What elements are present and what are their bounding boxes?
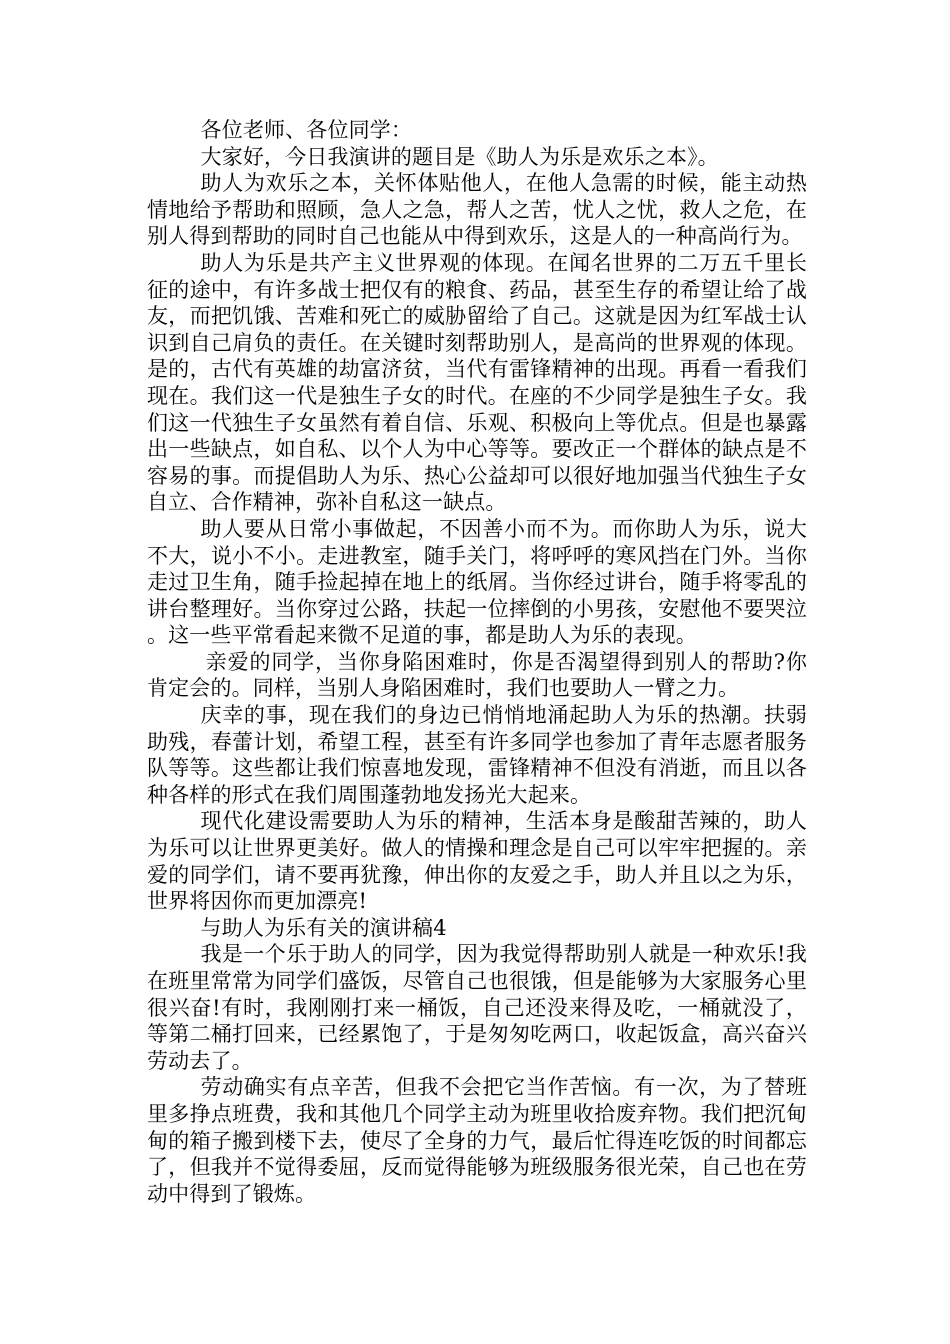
body-paragraph: 庆幸的事，现在我们的身边已悄悄地涌起助人为乐的热潮。扶弱助残，春蕾计划，希望工程，甚至有许多同学也参加了青年志愿者服务队等等。这些都让我们惊喜地发现，雷锋精神不但没有消逝，而且以各种各样的形式在我们周围蓬勃地发扬光大起来。 bbox=[147, 703, 807, 807]
body-paragraph: 劳动确实有点辛苦，但我不会把它当作苦恼。有一次，为了替班里多挣点班费，我和其他几个同学主动为班里收拾废弃物。我们把沉甸甸的箱子搬到楼下去，使尽了全身的力气，最后忙得连吃饭的时间都忘了，但我并不觉得委屈，反而觉得能够为班级服务很光荣，自己也在劳动中得到了锻炼。 bbox=[147, 1075, 807, 1206]
body-paragraph: 现代化建设需要助人为乐的精神，生活本身是酸甜苦辣的，助人为乐可以让世界更美好。做人的情操和理念是自己可以牢牢把握的。亲爱的同学们，请不要再犹豫，伸出你的友爱之手，助人并且以之为乐，世界将因你而更加漂亮! bbox=[147, 809, 807, 914]
section-heading: 与助人为乐有关的演讲稿4 bbox=[200, 915, 447, 940]
greeting-paragraph: 各位老师、各位同学： bbox=[200, 118, 413, 142]
body-paragraph: 我是一个乐于助人的同学，因为我觉得帮助别人就是一种欢乐!我在班里常常为同学们盛饭，尽管自己也很饿，但是能够为大家服务心里很兴奋!有时，我刚刚打来一桶饭，自己还没来得及吃，一桶就没了，等第二桶打回来，已经累饱了，于是匆匆吃两口，收起饭盒，高兴奋兴劳动去了。 bbox=[147, 942, 807, 1073]
body-paragraph: 助人要从日常小事做起，不因善小而不为。而你助人为乐，说大不大，说小不小。走进教室，随手关门，将呼呼的寒风挡在门外。当你走过卫生角，随手捡起掉在地上的纸屑。当你经过讲台，随手将零乱的讲台整理好。当你穿过公路，扶起一位摔倒的小男孩，安慰他不要哭泣。这一些平常看起来微不足道的事，都是助人为乐的表现。 bbox=[147, 516, 807, 648]
body-paragraph: 亲爱的同学，当你身陷困难时，你是否渴望得到别人的帮助?你肯定会的。同样，当别人身陷困难时，我们也要助人一臂之力。 bbox=[147, 649, 807, 701]
body-paragraph: 助人为乐是共产主义世界观的体现。在闻名世界的二万五千里长征的途中，有许多战士把仅有的粮食、药品，甚至生存的希望让给了战友，而把饥饿、苦难和死亡的威胁留给了自己。这就是因为红军战士认识到自己肩负的责任。在关键时刻帮助别人，是高尚的世界观的体现。是的，古代有英雄的劫富济贫，当代有雷锋精神的出现。再看一看我们现在。我们这一代是独生子女的时代。在座的不少同学是独生子女。我们这一代独生子女虽然有着自信、乐观、积极向上等优点。但是也暴露出一些缺点，如自私、以个人为中心等等。要改正一个群体的缺点是不容易的事。而提倡助人为乐、热心公益却可以很好地加强当代独生子女自立、合作精神，弥补自私这一缺点。 bbox=[147, 250, 807, 515]
document-body bbox=[147, 117, 807, 1207]
speech-title-paragraph: 大家好，今日我演讲的题目是《助人为乐是欢乐之本》。 bbox=[200, 144, 719, 169]
body-paragraph: 助人为欢乐之本，关怀体贴他人，在他人急需的时候，能主动热情地给予帮助和照顾，急人之急，帮人之苦，忧人之忧，救人之危，在别人得到帮助的同时自己也能从中得到欢乐，这是人的一种高尚行为。 bbox=[147, 171, 807, 249]
